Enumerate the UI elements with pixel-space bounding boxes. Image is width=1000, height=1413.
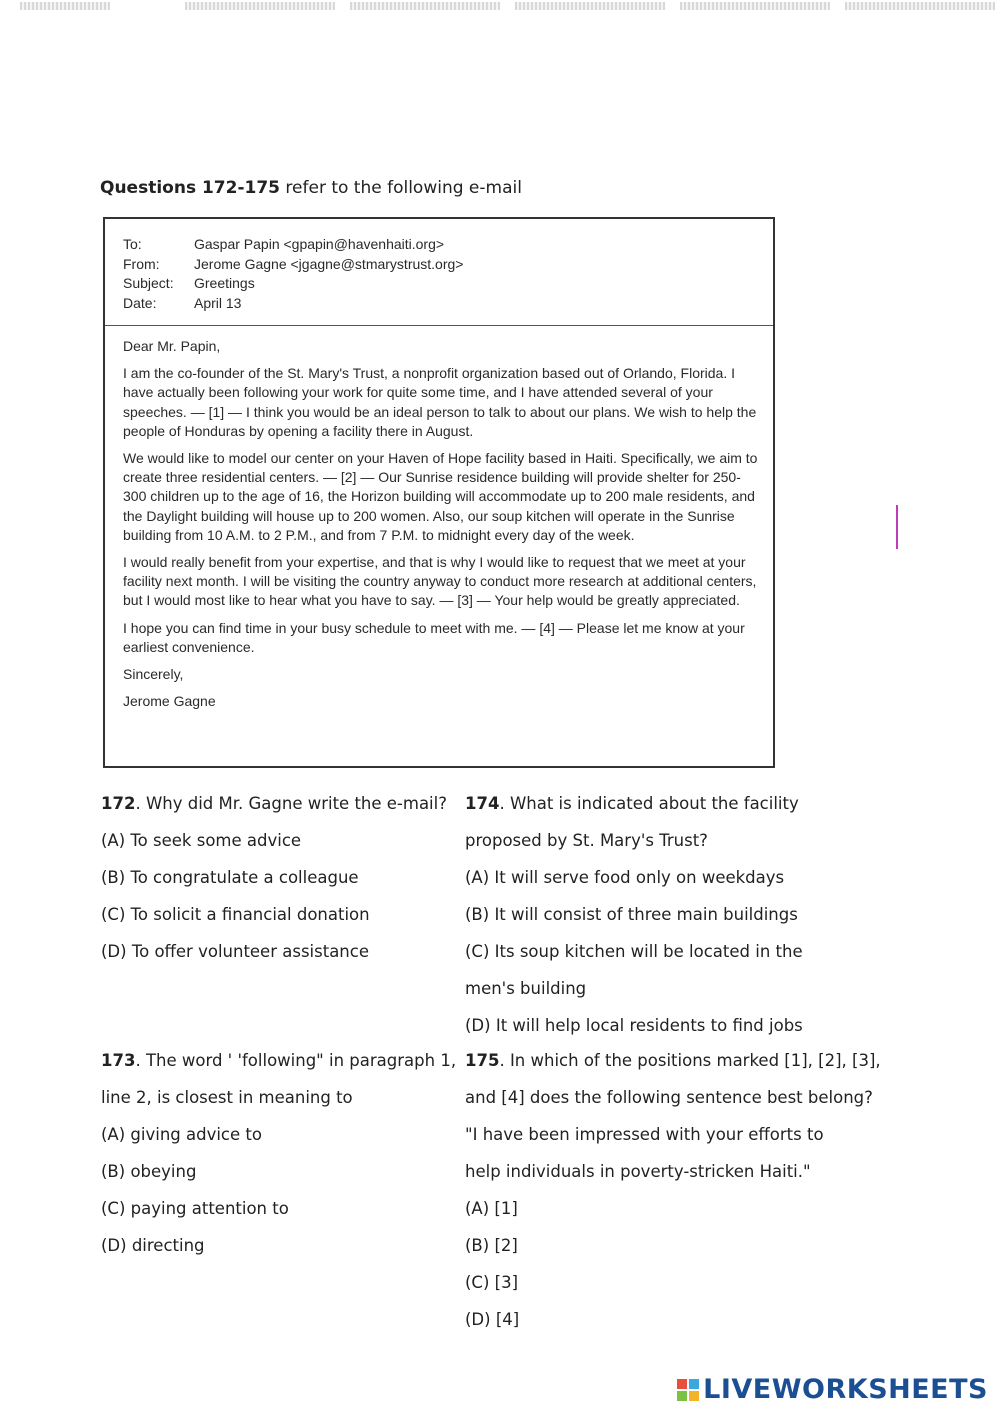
question-175-number: 175 bbox=[465, 1051, 500, 1070]
question-175-stem bbox=[465, 1042, 881, 1079]
question-174-number: 174 bbox=[465, 794, 500, 813]
option-174-b[interactable]: (B) It will consist of three main buildings bbox=[465, 905, 798, 924]
email-to-row bbox=[123, 235, 463, 255]
question-173 bbox=[101, 1042, 456, 1264]
email-date-row bbox=[123, 294, 463, 314]
question-174-text: . What is indicated about the facility bbox=[499, 794, 799, 813]
date-value: April 13 bbox=[194, 294, 242, 311]
question-175-quote-2: help individuals in poverty-stricken Haiti." bbox=[465, 1162, 811, 1181]
scan-top-band bbox=[0, 0, 1000, 12]
option-172-c[interactable]: (C) To solicit a financial donation bbox=[101, 905, 370, 924]
to-label: To: bbox=[123, 236, 142, 252]
email-box bbox=[103, 217, 775, 768]
annotation-mark bbox=[896, 505, 898, 549]
date-label: Date: bbox=[123, 294, 157, 311]
option-175-a[interactable]: (A) [1] bbox=[465, 1199, 518, 1218]
option-175-d[interactable]: (D) [4] bbox=[465, 1310, 520, 1329]
option-174-d[interactable]: (D) It will help local residents to find jobs bbox=[465, 1016, 803, 1035]
question-173-stem-2: line 2, is closest in meaning to bbox=[101, 1088, 353, 1107]
paragraph-1: I am the co-founder of the St. Mary's Trust, a nonprofit organization based out of Orlando, Florida. I have actually been following your work for quite some time, and I have attended several of your speeches. — [1] — I think you would be an ideal person to talk to about our plans. We wish to help the people of Honduras by opening a facility there in August. bbox=[123, 365, 757, 439]
email-meta bbox=[123, 235, 463, 313]
question-175-text: . In which of the positions marked [1], [2], [3], bbox=[499, 1051, 881, 1070]
from-value: Jerome Gagne <jgagne@stmarystrust.org> bbox=[194, 255, 464, 272]
email-subject-row bbox=[123, 274, 463, 294]
option-173-b[interactable]: (B) obeying bbox=[101, 1162, 197, 1181]
question-172-number: 172 bbox=[101, 794, 136, 813]
to-value: Gaspar Papin <gpapin@havenhaiti.org> bbox=[194, 236, 445, 252]
option-172-a[interactable]: (A) To seek some advice bbox=[101, 831, 302, 850]
question-175 bbox=[465, 1042, 881, 1338]
option-174-a[interactable]: (A) It will serve food only on weekdays bbox=[465, 868, 785, 887]
option-175-b[interactable]: (B) [2] bbox=[465, 1236, 518, 1255]
questions-intro: refer to the following e-mail bbox=[280, 178, 522, 198]
option-172-b[interactable]: (B) To congratulate a colleague bbox=[101, 868, 359, 887]
option-174-c-cont[interactable]: men's building bbox=[465, 979, 587, 998]
question-172-stem bbox=[101, 785, 447, 822]
from-label: From: bbox=[123, 255, 160, 272]
option-173-c[interactable]: (C) paying attention to bbox=[101, 1199, 289, 1218]
option-173-a[interactable]: (A) giving advice to bbox=[101, 1125, 262, 1144]
subject-value: Greetings bbox=[194, 275, 255, 291]
salutation: Dear Mr. Papin, bbox=[123, 338, 221, 354]
question-172 bbox=[101, 785, 447, 970]
question-172-text: . Why did Mr. Gagne write the e-mail? bbox=[135, 794, 447, 813]
question-174-stem-2: proposed by St. Mary's Trust? bbox=[465, 831, 708, 850]
question-174 bbox=[465, 785, 803, 1044]
option-173-d[interactable]: (D) directing bbox=[101, 1236, 205, 1255]
question-173-stem bbox=[101, 1042, 456, 1079]
questions-header bbox=[100, 178, 522, 198]
question-173-number: 173 bbox=[101, 1051, 136, 1070]
email-from-row bbox=[123, 255, 463, 275]
subject-label: Subject: bbox=[123, 275, 174, 291]
paragraph-4: I hope you can find time in your busy schedule to meet with me. — [4] — Please let me know at your earliest convenience. bbox=[123, 619, 745, 655]
email-body bbox=[123, 337, 763, 719]
paragraph-3: I would really benefit from your expertise, and that is why I would like to request that we meet at your facility next month. I will be visiting the country anyway to conduct more research at additional centers, but I would most like to hear what you have to say. — [3] — Your help would be greatly appreciated. bbox=[123, 554, 757, 609]
header-divider bbox=[105, 325, 773, 326]
logo-icon bbox=[677, 1379, 699, 1401]
option-174-c[interactable]: (C) Its soup kitchen will be located in the bbox=[465, 942, 803, 961]
question-173-text: . The word ' 'following" in paragraph 1, bbox=[135, 1051, 457, 1070]
questions-range: Questions 172-175 bbox=[100, 178, 281, 198]
option-175-c[interactable]: (C) [3] bbox=[465, 1273, 519, 1292]
question-174-stem bbox=[465, 785, 803, 822]
question-175-stem-2: and [4] does the following sentence best belong? bbox=[465, 1088, 873, 1107]
option-172-d[interactable]: (D) To offer volunteer assistance bbox=[101, 942, 369, 961]
closing: Sincerely, bbox=[123, 666, 184, 683]
question-175-quote-1: "I have been impressed with your efforts to bbox=[465, 1125, 824, 1144]
signature: Jerome Gagne bbox=[123, 693, 216, 710]
logo-text: LIVEWORKSHEETS bbox=[703, 1374, 988, 1405]
liveworksheets-logo bbox=[677, 1374, 988, 1405]
paragraph-2: We would like to model our center on your Haven of Hope facility based in Haiti. Specifically, we aim to create three residential centers. — [2] — Our Sunrise residence building will provide shelter for 250-300 children up to the age of 16, the Horizon building will accommodate up to 200 male residents, and the Daylight building will house up to 200 women. Also, our soup kitchen will operate in the Sunrise building from 10 A.M. to 2 P.M., and from 7 P.M. to midnight every day of the week. bbox=[123, 450, 758, 543]
